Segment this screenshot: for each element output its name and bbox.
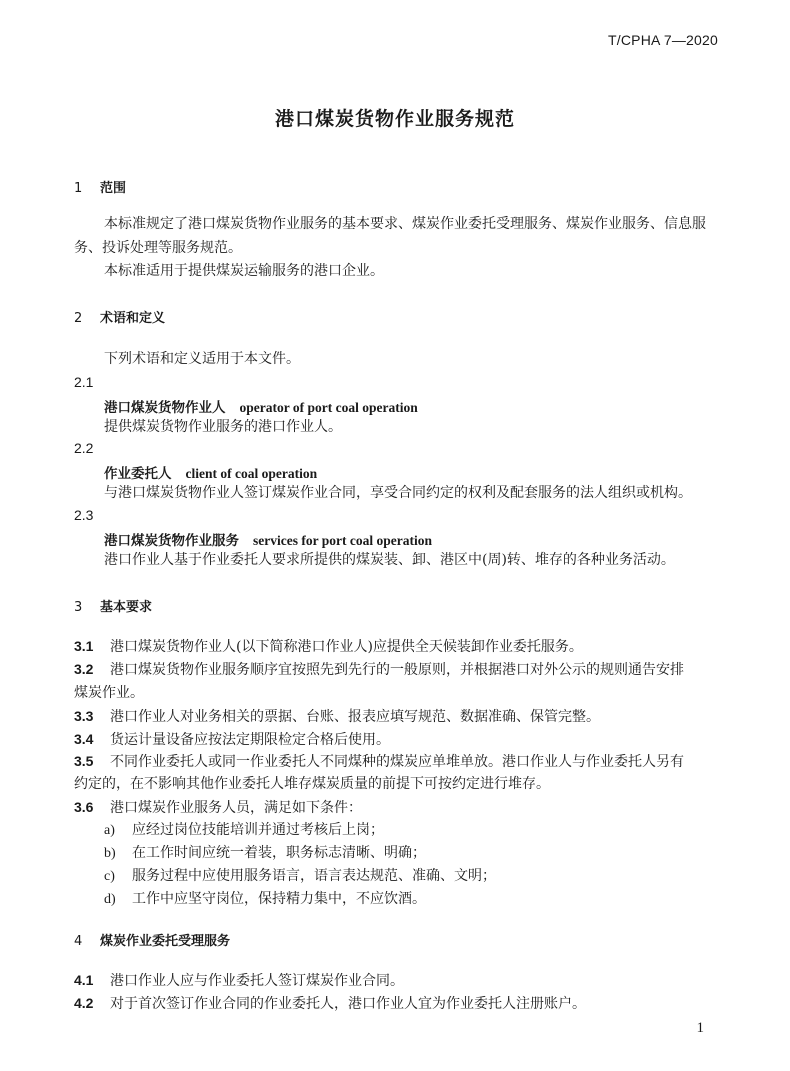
clause-3-1-number: 3.1 [74,638,94,654]
section-2-title: 术语和定义 [100,311,166,326]
list-item-letter: c) [104,869,115,884]
section-2-heading [74,307,165,326]
term-2-3-chinese: 港口煤炭货物作业服务 [104,533,239,549]
clause-4-2-text: 对于首次签订作业合同的作业委托人，港口作业人宜为作业委托人注册账户。 [110,996,586,1012]
clause-3-1 [74,635,583,658]
section-3-number: 3 [74,600,83,615]
term-2-2-number: 2.2 [74,440,94,456]
list-item [104,819,384,842]
list-item-text: 应经过岗位技能培训并通过考核后上岗； [132,822,384,838]
section-1-number: 1 [74,181,83,196]
list-item-text: 服务过程中应使用服务语言，语言表达规范、准确、文明； [132,868,496,884]
document-title: 港口煤炭货物作业服务规范 [274,108,515,130]
clause-3-4-number: 3.4 [74,731,94,747]
section-1-heading [74,177,126,196]
section-1-title: 范围 [100,181,127,196]
term-2-1-definition: 提供煤炭货物作业服务的港口作业人。 [104,419,342,435]
section-4-heading [74,930,230,949]
term-2-2-chinese: 作业委托人 [104,466,172,482]
list-item-text: 工作中应坚守岗位，保持精力集中，不应饮酒。 [132,891,426,907]
clause-3-6-text: 港口煤炭作业服务人员，满足如下条件： [110,800,362,816]
clause-3-3 [74,705,600,728]
clause-3-4-text: 货运计量设备应按法定期限检定合格后使用。 [110,732,390,748]
clause-3-4 [74,728,390,751]
term-2-1-chinese: 港口煤炭货物作业人 [104,400,226,416]
term-2-2-definition: 与港口煤炭货物作业人签订煤炭作业合同，享受合同约定的权利及配套服务的法人组织或机构。 [104,485,692,501]
term-2-1-number: 2.1 [74,374,94,390]
page-number: 1 [696,1020,704,1036]
section-3-heading [74,596,152,615]
clause-3-3-number: 3.3 [74,708,94,724]
list-item-letter: b) [104,846,116,861]
clause-3-3-text: 港口作业人对业务相关的票据、台账、报表应填写规范、数据准确、保管完整。 [110,709,600,725]
clause-3-5-line-1: 不同作业委托人或同一作业委托人不同煤种的煤炭应单堆单放。港口作业人与作业委托人另有 [110,754,684,770]
list-item-text: 在工作时间应统一着装，职务标志清晰、明确； [132,845,426,861]
list-item [104,865,496,888]
section-3-title: 基本要求 [100,600,153,615]
term-2-1-english: operator of port coal operation [239,400,418,415]
section-1-paragraph-2: 本标准适用于提供煤炭运输服务的港口企业。 [104,263,384,279]
term-2-2-english: client of coal operation [185,466,318,481]
list-item-letter: a) [104,823,115,838]
clause-3-2-number: 3.2 [74,661,94,677]
section-2-intro: 下列术语和定义适用于本文件。 [104,351,300,367]
clause-3-6-number: 3.6 [74,799,94,815]
clause-3-5-line-2: 约定的，在不影响其他作业委托人堆存煤炭质量的前提下可按约定进行堆存。 [74,776,550,792]
clause-3-1-text: 港口煤炭货物作业人(以下简称港口作业人)应提供全天候装卸作业委托服务。 [110,639,583,655]
clause-4-2-number: 4.2 [74,995,94,1011]
list-item [104,842,426,865]
list-item [104,888,426,911]
term-2-2-heading [104,462,317,482]
list-item-letter: d) [104,892,116,907]
standard-code: T/CPHA 7—2020 [608,32,718,48]
clause-4-1 [74,969,404,992]
clause-3-2-line-1: 港口煤炭货物作业服务顺序宜按照先到先行的一般原则，并根据港口对外公示的规则通告安排 [110,662,684,678]
section-2-number: 2 [74,311,83,326]
section-1-paragraph-1-line-2: 务、投诉处理等服务规范。 [74,240,242,256]
clause-3-6 [74,796,362,819]
clause-4-1-text: 港口作业人应与作业委托人签订煤炭作业合同。 [110,973,404,989]
section-4-title: 煤炭作业委托受理服务 [100,934,231,949]
section-4-number: 4 [74,934,83,949]
term-2-3-heading [104,529,432,549]
term-2-3-number: 2.3 [74,507,94,523]
clause-4-2 [74,992,586,1015]
clause-3-2-line-2: 煤炭作业。 [74,685,144,701]
clause-4-1-number: 4.1 [74,972,94,988]
clause-3-5 [74,750,684,773]
term-2-3-definition: 港口作业人基于作业委托人要求所提供的煤炭装、卸、港区中(周)转、堆存的各种业务活动。 [104,552,675,568]
term-2-1-heading [104,396,418,416]
term-2-3-english: services for port coal operation [253,533,432,548]
clause-3-5-number: 3.5 [74,753,94,769]
section-1-paragraph-1-line-1: 本标准规定了港口煤炭货物作业服务的基本要求、煤炭作业委托受理服务、煤炭作业服务、信息服 [104,216,706,232]
clause-3-2 [74,658,684,681]
